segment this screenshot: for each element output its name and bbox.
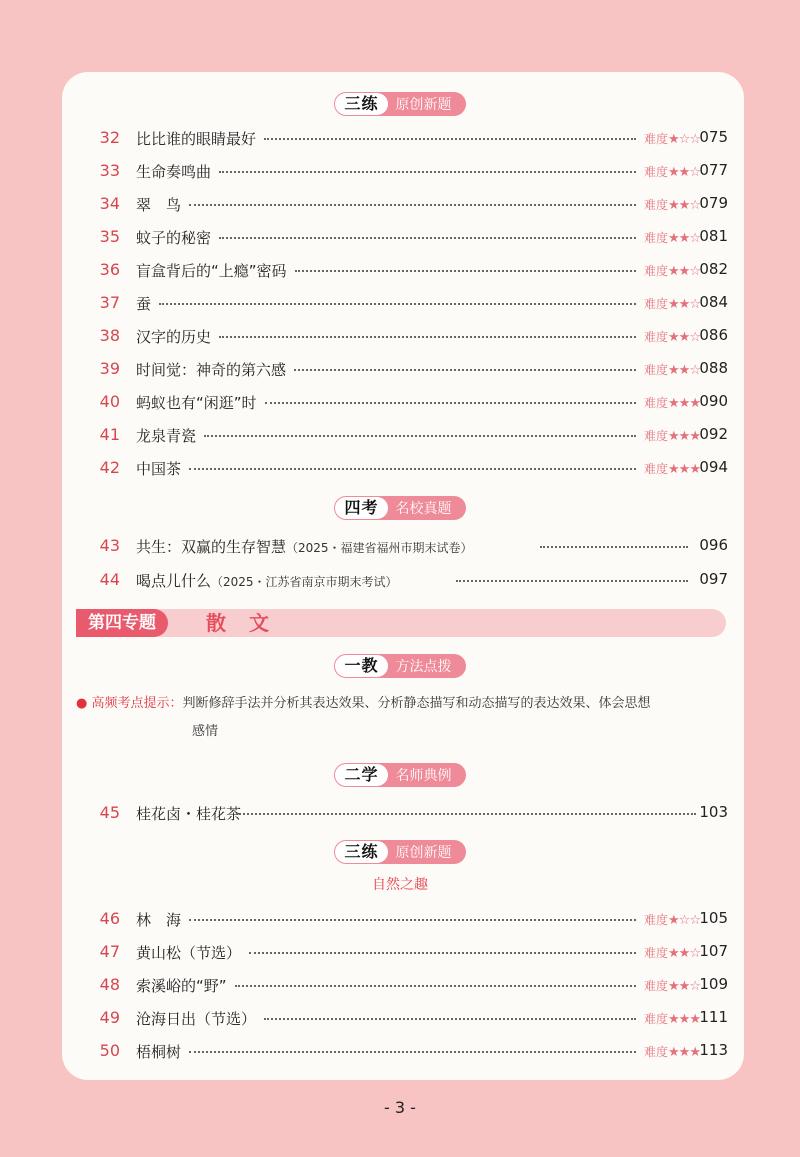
entry-difficulty bbox=[644, 911, 700, 928]
entry-difficulty bbox=[644, 361, 700, 378]
section-number: 一教 bbox=[335, 655, 387, 677]
entry-page: 113 bbox=[699, 1041, 728, 1059]
entry-page: 111 bbox=[699, 1008, 728, 1026]
difficulty-label: 难度 bbox=[644, 946, 669, 960]
entry-page: 096 bbox=[699, 536, 728, 554]
entry-title: 汉字的历史 bbox=[136, 328, 212, 346]
entry-difficulty bbox=[644, 229, 700, 246]
section-label: 原创新题 bbox=[395, 97, 452, 113]
entry-number: 48 bbox=[99, 975, 120, 994]
entry-title: 沧海日出（节选） bbox=[136, 1010, 257, 1028]
dot-leader bbox=[189, 1051, 636, 1053]
entry-page: 094 bbox=[699, 458, 728, 476]
toc-entry[interactable] bbox=[0, 936, 800, 966]
toc-entry[interactable] bbox=[0, 287, 800, 317]
section-pill bbox=[334, 654, 465, 678]
entry-difficulty bbox=[644, 130, 700, 147]
dot-leader bbox=[294, 369, 636, 371]
entry-number: 41 bbox=[99, 425, 120, 444]
section-pill bbox=[334, 763, 465, 787]
entry-title: 桂花卤・桂花茶 bbox=[136, 805, 242, 823]
difficulty-label: 难度 bbox=[644, 462, 669, 476]
dot-leader bbox=[189, 468, 636, 470]
dot-leader bbox=[236, 813, 696, 815]
difficulty-stars: ★★★ bbox=[668, 429, 700, 444]
dot-leader bbox=[264, 138, 636, 140]
dot-leader bbox=[219, 171, 636, 173]
section-header-practice-2 bbox=[0, 840, 800, 864]
entry-page: 079 bbox=[699, 194, 728, 212]
difficulty-label: 难度 bbox=[644, 330, 669, 344]
entry-number: 38 bbox=[99, 326, 120, 345]
toc-entry[interactable] bbox=[0, 320, 800, 350]
toc-entry[interactable] bbox=[0, 530, 800, 560]
difficulty-stars: ★☆☆ bbox=[668, 132, 700, 147]
entry-title: 黄山松（节选） bbox=[136, 944, 242, 962]
entry-page: 088 bbox=[699, 359, 728, 377]
difficulty-label: 难度 bbox=[644, 363, 669, 377]
entry-difficulty bbox=[644, 944, 700, 961]
dot-leader bbox=[265, 402, 636, 404]
entry-title: 梧桐树 bbox=[136, 1043, 182, 1061]
difficulty-stars: ★★☆ bbox=[668, 165, 700, 180]
section-header-example bbox=[0, 763, 800, 787]
entry-title: 龙泉青瓷 bbox=[136, 427, 197, 445]
toc-entry[interactable] bbox=[0, 419, 800, 449]
difficulty-label: 难度 bbox=[644, 297, 669, 311]
difficulty-label: 难度 bbox=[644, 429, 669, 443]
entry-title: 喝点儿什么（2025・江苏省南京市期末考试） bbox=[136, 572, 398, 590]
entry-page: 090 bbox=[699, 392, 728, 410]
toc-entry[interactable] bbox=[0, 969, 800, 999]
difficulty-stars: ★★★ bbox=[668, 462, 700, 477]
entry-title: 共生：双赢的生存智慧（2025・福建省福州市期末试卷） bbox=[136, 538, 473, 556]
section-header-method bbox=[0, 654, 800, 678]
difficulty-stars: ★★★ bbox=[668, 1045, 700, 1060]
hint-text: 判断修辞手法并分析其表达效果、分析静态描写和动态描写的表达效果、体会思想 bbox=[182, 696, 651, 711]
toc-entry[interactable] bbox=[0, 122, 800, 152]
entry-title: 蚊子的秘密 bbox=[136, 229, 212, 247]
difficulty-label: 难度 bbox=[644, 913, 669, 927]
dot-leader bbox=[295, 270, 636, 272]
entry-number: 45 bbox=[99, 803, 120, 822]
topic-label: 第四专题 bbox=[76, 609, 168, 637]
section-label: 名校真题 bbox=[395, 501, 452, 517]
difficulty-stars: ★★★ bbox=[668, 396, 700, 411]
difficulty-label: 难度 bbox=[644, 396, 669, 410]
entry-page: 109 bbox=[699, 975, 728, 993]
entry-difficulty bbox=[644, 262, 700, 279]
toc-entry[interactable] bbox=[0, 188, 800, 218]
entry-number: 35 bbox=[99, 227, 120, 246]
entry-title: 中国茶 bbox=[136, 460, 182, 478]
entry-difficulty bbox=[644, 394, 700, 411]
dot-leader bbox=[540, 546, 688, 548]
entry-page: 097 bbox=[699, 570, 728, 588]
entry-number: 44 bbox=[99, 570, 120, 589]
entry-number: 50 bbox=[99, 1041, 120, 1060]
entry-number: 42 bbox=[99, 458, 120, 477]
entry-page: 082 bbox=[699, 260, 728, 278]
entry-title: 盲盒背后的“上瘾”密码 bbox=[136, 262, 287, 280]
toc-entry[interactable] bbox=[0, 797, 800, 827]
entry-difficulty bbox=[644, 1010, 700, 1027]
entry-difficulty bbox=[644, 328, 700, 345]
toc-entry[interactable] bbox=[0, 254, 800, 284]
dot-leader bbox=[204, 435, 636, 437]
difficulty-label: 难度 bbox=[644, 165, 669, 179]
toc-entry[interactable] bbox=[0, 903, 800, 933]
entry-page: 105 bbox=[699, 909, 728, 927]
dot-leader bbox=[264, 1018, 636, 1020]
entry-title: 比比谁的眼睛最好 bbox=[136, 130, 257, 148]
toc-entry[interactable] bbox=[0, 1002, 800, 1032]
entry-number: 32 bbox=[99, 128, 120, 147]
hint-text-cont: 感情 bbox=[192, 724, 219, 739]
topic-name: 散 文 bbox=[206, 611, 277, 635]
topic-banner bbox=[76, 609, 726, 637]
difficulty-stars: ★★☆ bbox=[668, 363, 700, 378]
page-number: - 3 - bbox=[384, 1098, 416, 1117]
toc-entry[interactable] bbox=[0, 221, 800, 251]
entry-source: （2025・福建省福州市期末试卷） bbox=[286, 541, 473, 555]
entry-number: 39 bbox=[99, 359, 120, 378]
difficulty-label: 难度 bbox=[644, 979, 669, 993]
entry-difficulty bbox=[644, 295, 700, 312]
entry-difficulty bbox=[644, 196, 700, 213]
difficulty-stars: ★★★ bbox=[668, 1012, 700, 1027]
entry-difficulty bbox=[644, 1043, 700, 1060]
section-label: 原创新题 bbox=[395, 845, 452, 861]
entry-number: 37 bbox=[99, 293, 120, 312]
difficulty-label: 难度 bbox=[644, 264, 669, 278]
entry-source: （2025・江苏省南京市期末考试） bbox=[211, 575, 398, 589]
section-header-exam bbox=[0, 496, 800, 520]
entry-page: 077 bbox=[699, 161, 728, 179]
section-pill bbox=[334, 496, 465, 520]
exam-hint bbox=[76, 690, 736, 746]
entry-title: 蚕 bbox=[136, 295, 152, 313]
entry-page: 081 bbox=[699, 227, 728, 245]
dot-leader bbox=[235, 985, 636, 987]
entry-page: 075 bbox=[699, 128, 728, 146]
entry-page: 084 bbox=[699, 293, 728, 311]
section-label: 方法点拨 bbox=[395, 659, 452, 675]
difficulty-stars: ★★☆ bbox=[668, 330, 700, 345]
entry-page: 086 bbox=[699, 326, 728, 344]
toc-entry[interactable] bbox=[0, 353, 800, 383]
entry-title: 林 海 bbox=[136, 911, 182, 929]
toc-entry[interactable] bbox=[0, 1035, 800, 1065]
entry-page: 107 bbox=[699, 942, 728, 960]
entry-number: 36 bbox=[99, 260, 120, 279]
dot-leader bbox=[249, 952, 636, 954]
entry-difficulty bbox=[644, 460, 700, 477]
entry-number: 47 bbox=[99, 942, 120, 961]
toc-entry[interactable] bbox=[0, 564, 800, 594]
section-number: 二学 bbox=[335, 764, 387, 786]
entry-title: 生命奏鸣曲 bbox=[136, 163, 212, 181]
dot-leader bbox=[189, 204, 636, 206]
section-pill bbox=[334, 840, 465, 864]
entry-difficulty bbox=[644, 977, 700, 994]
difficulty-label: 难度 bbox=[644, 231, 669, 245]
entry-title: 翠 鸟 bbox=[136, 196, 182, 214]
section-pill bbox=[334, 92, 465, 116]
section-number: 四考 bbox=[335, 497, 387, 519]
entry-page: 103 bbox=[699, 803, 728, 821]
entry-difficulty bbox=[644, 163, 700, 180]
difficulty-label: 难度 bbox=[644, 1012, 669, 1026]
dot-leader bbox=[159, 303, 636, 305]
toc-entry[interactable] bbox=[0, 452, 800, 482]
difficulty-label: 难度 bbox=[644, 1045, 669, 1059]
entry-number: 49 bbox=[99, 1008, 120, 1027]
dot-leader bbox=[219, 237, 636, 239]
entry-number: 46 bbox=[99, 909, 120, 928]
entry-number: 40 bbox=[99, 392, 120, 411]
flame-icon: ● bbox=[76, 696, 88, 711]
hint-lead: 高频考点提示： bbox=[91, 696, 183, 711]
dot-leader bbox=[189, 919, 636, 921]
difficulty-label: 难度 bbox=[644, 198, 669, 212]
entry-page: 092 bbox=[699, 425, 728, 443]
difficulty-stars: ★★☆ bbox=[668, 979, 700, 994]
entry-title: 索溪峪的“野” bbox=[136, 977, 227, 995]
section-label: 名师典例 bbox=[395, 768, 452, 784]
dot-leader bbox=[219, 336, 636, 338]
toc-entry[interactable] bbox=[0, 155, 800, 185]
difficulty-label: 难度 bbox=[644, 132, 669, 146]
entry-title: 蚂蚁也有“闲逛”时 bbox=[136, 394, 257, 412]
section-header-practice bbox=[0, 92, 800, 116]
entry-title: 时间觉：神奇的第六感 bbox=[136, 361, 287, 379]
sub-heading: 自然之趣 bbox=[372, 877, 428, 893]
toc-entry[interactable] bbox=[0, 386, 800, 416]
entry-number: 43 bbox=[99, 536, 120, 555]
entry-difficulty bbox=[644, 427, 700, 444]
entry-number: 33 bbox=[99, 161, 120, 180]
section-number: 三练 bbox=[335, 93, 387, 115]
difficulty-stars: ★★☆ bbox=[668, 264, 700, 279]
entry-number: 34 bbox=[99, 194, 120, 213]
difficulty-stars: ★★☆ bbox=[668, 297, 700, 312]
dot-leader bbox=[456, 580, 688, 582]
difficulty-stars: ★★☆ bbox=[668, 198, 700, 213]
difficulty-stars: ★☆☆ bbox=[668, 913, 700, 928]
difficulty-stars: ★★☆ bbox=[668, 231, 700, 246]
section-number: 三练 bbox=[335, 841, 387, 863]
difficulty-stars: ★★☆ bbox=[668, 946, 700, 961]
